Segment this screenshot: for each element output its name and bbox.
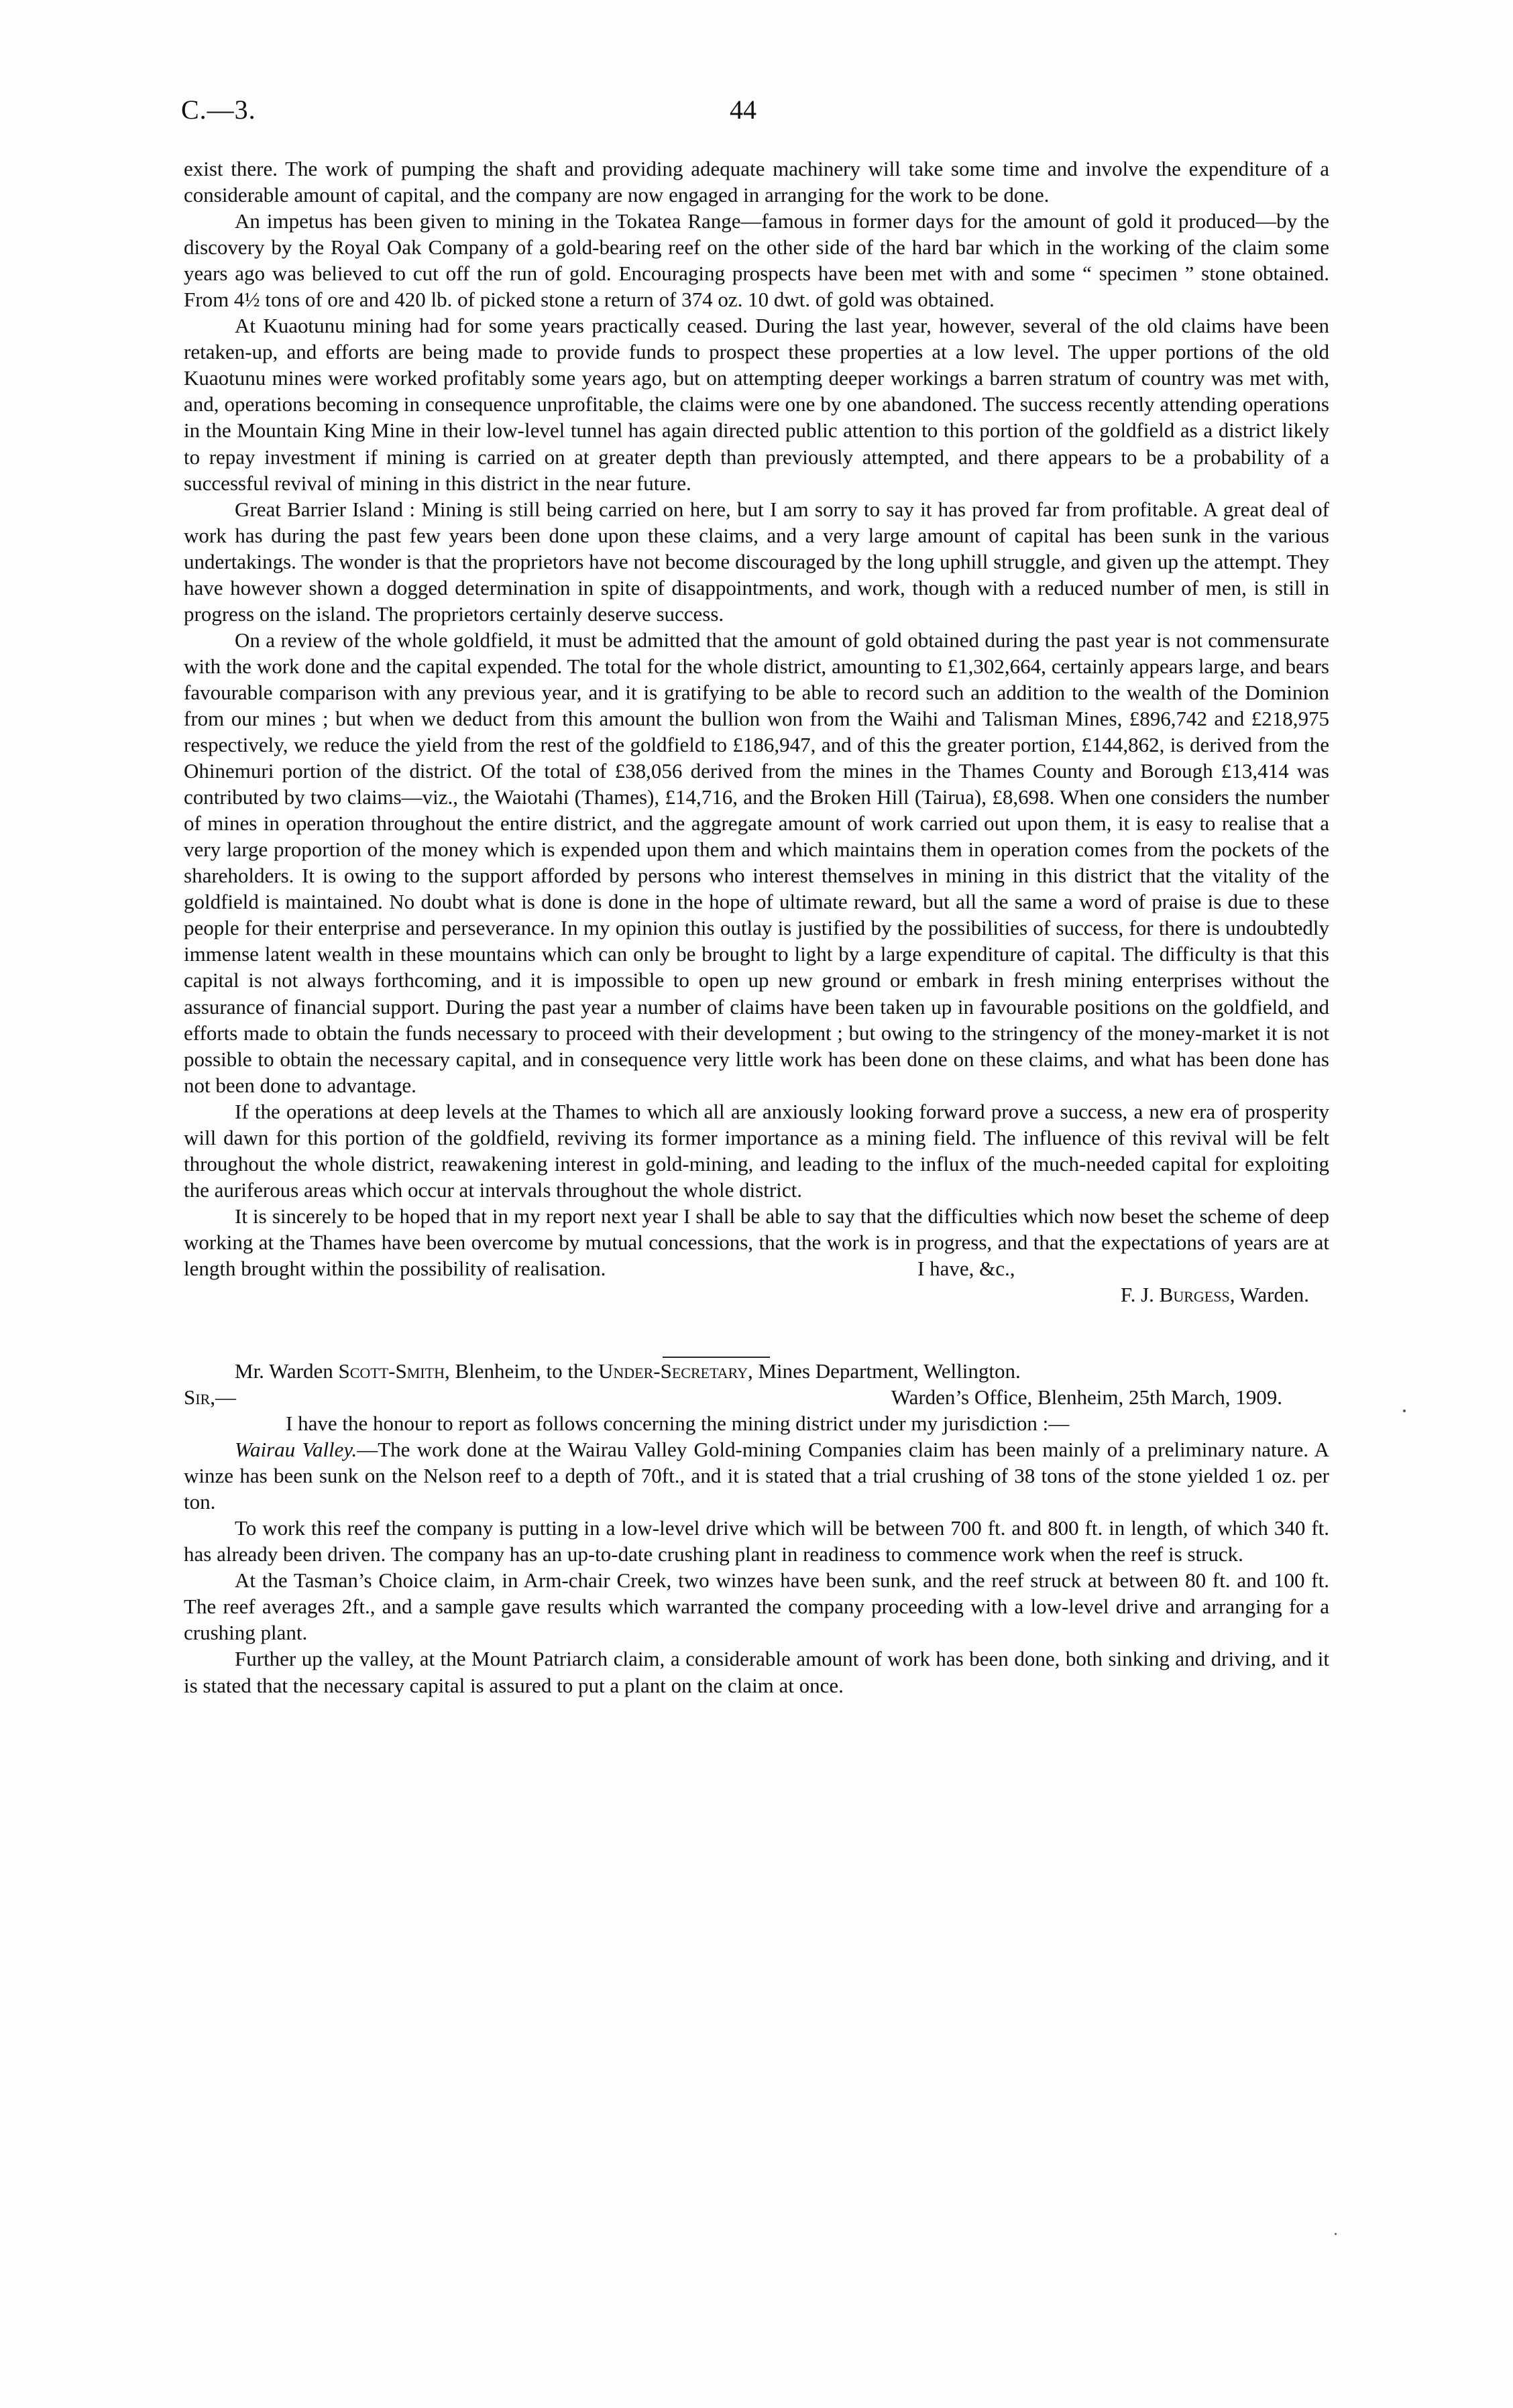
signoff-signature	[1121, 1281, 1309, 1308]
letter-from-name: Scott-Smith	[338, 1359, 445, 1383]
paragraph-mount-patriarch: Further up the valley, at the Mount Patriarch claim, a considerable amount of work has been done, both sinking and driving, and it is stated that the necessary capital is assured to put a plant on the claim at once.	[184, 1647, 1329, 1697]
wairau-text: —The work done at the Wairau Valley Gold-mining Companies claim has been mainly of a preliminary nature. A winze has been sunk on the Nelson reef to a depth of 70ft., and it is stated that a trial crushing of 38 tons of the stone yielded 1 oz. per ton.	[184, 1438, 1329, 1514]
paragraph-kuaotunu: At Kuaotunu mining had for some years practically ceased. During the last year, however, several of the old claims have been retaken-up, and efforts are being made to provide funds to prospect these properties at a low level. The upper portions of the old Kuaotunu mines were worked profitably some years ago, but on attempting deeper workings a barren stratum of country was met with, and, operations becoming in consequence unprofitable, the claims were one by one abandoned. The success recently attending operations in the Mountain King Mine in their low-level tunnel has again directed public attention to this portion of the goldfield as a district likely to repay investment if mining is carried on at greater depth than previously attempted, and there appears to be a probability of a successful revival of mining in this district in the near future.	[184, 314, 1329, 495]
signoff-surname: Burgess	[1159, 1283, 1230, 1307]
section-divider	[663, 1357, 770, 1358]
paragraph-wairau-valley	[184, 1436, 1329, 1515]
letter-heading	[184, 1358, 1329, 1384]
print-speck	[1335, 2233, 1337, 2235]
page-number: 44	[730, 95, 756, 125]
letter-intro	[184, 1410, 1329, 1436]
paragraph-deep-levels: If the operations at deep levels at the Thames to which all are anxiously looking forward prove a success, a new era of prosperity will dawn for this portion of the goldfield, reviving its former importance as a mining field. The influence of this revival will be felt throughout the whole district, reawakening interest in gold-mining, and leading to the influx of the much-needed capital for exploiting the auriferous areas which occur at intervals throughout the whole district.	[184, 1099, 1329, 1202]
print-speck	[1403, 1410, 1406, 1412]
paragraph-great-barrier: Great Barrier Island : Mining is still being carried on here, but I am sorry to say it has proved far from profitable. A great deal of work has during the past few years been done upon these claims, and a very large amount of capital has been sunk in the various undertakings. The wonder is that the proprietors have not become discouraged by the long uphill struggle, and given up the attempt. They have however shown a dogged determination in spite of disappointments, and work, though with a reduced number of men, is still in progress on the island. The proprietors certainly deserve success.	[184, 497, 1329, 626]
report-body	[184, 156, 1329, 1699]
signoff-block	[184, 1257, 1329, 1334]
paragraph-closing-hope: It is sincerely to be hoped that in my report next year I shall be able to say that the difficulties which now beset the scheme of deep working at the Thames have been overcome by mutual concessions, that the work is in progress, and that the expectations of years are at length brought within the possibility of realisation.	[184, 1204, 1329, 1280]
letter-from-prefix: Mr. Warden	[235, 1359, 333, 1383]
paragraph-tasmans-choice: At the Tasman’s Choice claim, in Arm-chair Creek, two winzes have been sunk, and the reef struck at between 80 ft. and 100 ft. The reef averages 2ft., and a sample gave results which warranted the company proceeding with a low-level drive and arranging for a crushing plant.	[184, 1568, 1329, 1645]
paragraph-low-level-drive: To work this reef the company is putting in a low-level drive which will be between 700 ft. and 800 ft. in length, of which 340 ft. has already been driven. The company has an up-to-date crushing plant in readiness to commence work when the reef is struck.	[184, 1516, 1329, 1566]
paragraph-review: On a review of the whole goldfield, it must be admitted that the amount of gold obtained during the past year is not commensurate with the work done and the capital expended. The total for the whole district, amounting to £1,302,664, certainly appears large, and bears favourable comparison with any previous year, and it is gratifying to be able to record such an addition to the wealth of the Dominion from our mines ; but when we deduct from this amount the bullion won from the Waihi and Talisman Mines, £896,742 and £218,975 respectively, we reduce the yield from the rest of the goldfield to £186,947, and of this the greater portion, £144,862, is derived from the Ohinemuri portion of the district. Of the total of £38,056 derived from the mines in the Thames County and Borough £13,414 was contributed by two claims—viz., the Waiotahi (Thames), £14,716, and the Broken Hill (Tairua), £8,698. When one considers the number of mines in operation throughout the entire district, and the aggregate amount of work carried out upon them, it is easy to realise that a very large proportion of the money which is expended upon them and which maintains them in operation comes from the pockets of the shareholders. It is owing to the support afforded by persons who interest themselves in mining in this district that the vitality of the goldfield is maintained. No doubt what is done is done in the hope of ultimate reward, but all the same a word of praise is due to these people for their enterprise and perseverance. In my opinion this outlay is justified by the possibilities of success, for there is undoubtedly immense latent wealth in these mountains which can only be brought to light by a large expenditure of capital. The difficulty is that this capital is not always forthcoming, and it is impossible to open up new ground or embark in fresh mining enterprises without the assurance of financial support. During the past year a number of claims have been taken up in favourable positions on the goldfield, and efforts made to obtain the funds necessary to proceed with their development ; but owing to the stringency of the money-market it is not possible to obtain the necessary capital, and in consequence very little work has been done on these claims, and what has been done has not been done to advantage.	[184, 628, 1329, 1097]
wairau-heading: Wairau Valley.	[235, 1438, 357, 1462]
letter-to-suffix: , Mines Department, Wellington.	[747, 1359, 1021, 1383]
signoff-initials: F. J.	[1120, 1283, 1154, 1307]
salutation: Sir,—	[184, 1385, 236, 1410]
salutation-line	[184, 1384, 1329, 1410]
letter-to-name: Under-Secretary	[598, 1359, 748, 1383]
signoff-closing: I have, &c.,	[917, 1257, 1015, 1281]
letter-from-suffix: , Blenheim, to the	[444, 1359, 594, 1383]
letter-intro-text: I have the honour to report as follows concerning the mining district under my jurisdiction :—	[286, 1412, 1070, 1436]
signoff-title: , Warden.	[1229, 1283, 1309, 1307]
page-header	[173, 94, 1340, 134]
paragraph-continuation: exist there. The work of pumping the shaft and providing adequate machinery will take some time and involve the expenditure of a considerable amount of capital, and the company are now engaged in arranging for the work to be done.	[184, 157, 1329, 207]
office-date: Warden’s Office, Blenheim, 25th March, 1909.	[891, 1385, 1282, 1410]
document-reference: C.—3.	[181, 95, 256, 125]
paragraph-tokatea: An impetus has been given to mining in the Tokatea Range—famous in former days for the amount of gold it produced—by the discovery by the Royal Oak Company of a gold-bearing reef on the other side of the hard bar which in the working of the claim some years ago was believed to cut off the run of gold. Encouraging prospects have been met with and some “ specimen ” stone obtained. From 4½ tons of ore and 420 lb. of picked stone a return of 374 oz. 10 dwt. of gold was obtained.	[184, 209, 1329, 312]
